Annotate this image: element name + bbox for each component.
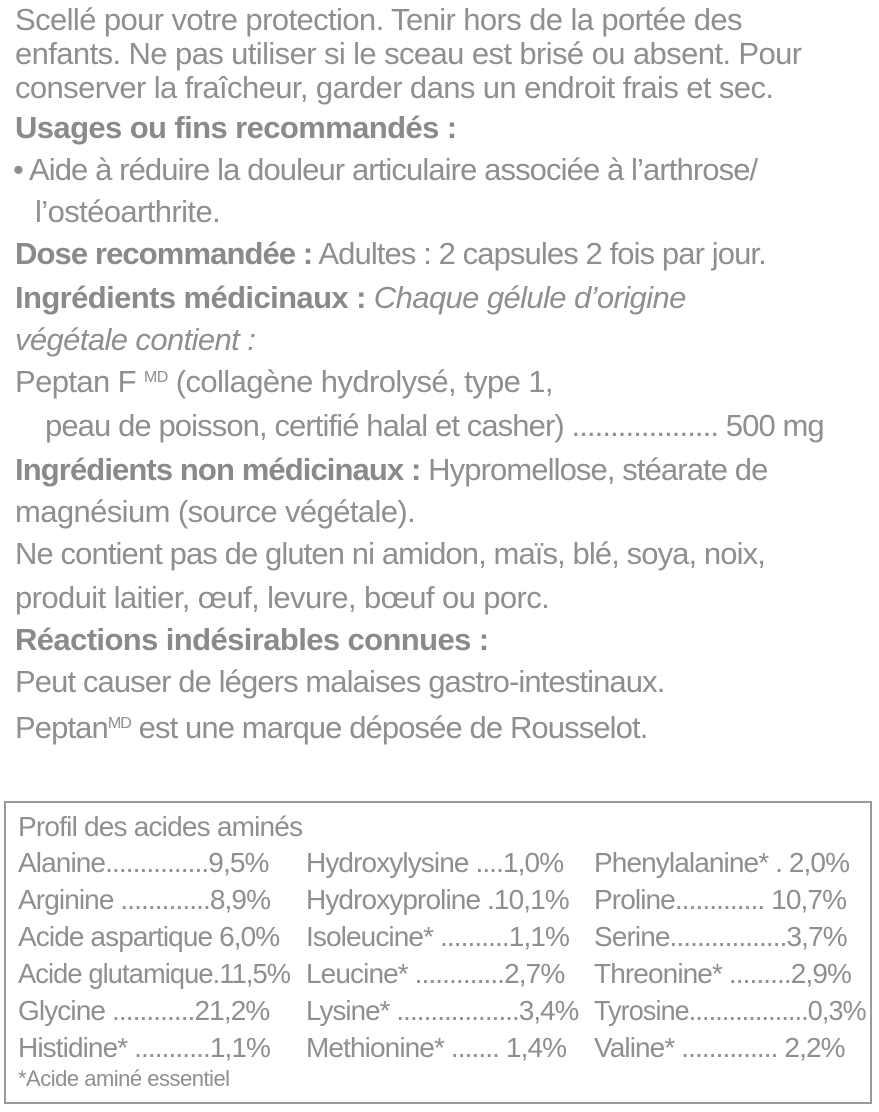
dose-line: Dose recommandée : Adultes : 2 capsules 2 fois par jour.	[15, 236, 766, 271]
seal-text-line-2: enfants. Ne pas utiliser si le sceau est brisé ou absent. Pour	[15, 36, 802, 71]
amino-row: Threonine* .........2,9%	[594, 958, 852, 989]
amino-row: Histidine* ...........1,1%	[18, 1032, 271, 1063]
amino-row: Acide aspartique 6,0%	[18, 921, 280, 952]
amino-row: Arginine .............8,9%	[18, 884, 271, 915]
amino-row: Valine* .............. 2,2%	[594, 1032, 845, 1063]
amino-row: Lysine* ..................3,4%	[306, 995, 579, 1026]
nonmedicinal-line-1: Ingrédients non médicinaux : Hypromellose, stéarate de	[15, 452, 768, 487]
amino-row: Hydroxylysine ....1,0%	[306, 847, 564, 878]
amino-row: Alanine...............9,5%	[18, 847, 269, 878]
uses-item-line-2: l’ostéoarthrite.	[35, 194, 221, 229]
peptan-line-2: peau de poisson, certifié halal et casher) ................... 500 mg	[45, 408, 824, 443]
peptan-line-1: Peptan F $^{MD}$ (collagène hydrolysé, type 1,	[15, 364, 553, 399]
amino-row: Acide glutamique.11,5%	[18, 958, 291, 989]
amino-row: Isoleucine* ..........1,1%	[306, 921, 569, 952]
uses-heading: Usages ou fins recommandés :	[15, 110, 457, 145]
uses-item-line-1: • Aide à réduire la douleur articulaire associée à l’arthrose/	[13, 152, 758, 187]
amino-row: Glycine ............21,2%	[18, 995, 270, 1026]
amino-profile-title: Profil des acides aminés	[18, 811, 303, 842]
reactions-heading: Réactions indésirables connues :	[15, 622, 489, 657]
amino-row: Methionine* ....... 1,4%	[306, 1032, 567, 1063]
essential-amino-note: *Acide aminé essentiel	[18, 1066, 230, 1091]
medicinal-line-2: végétale contient :	[15, 322, 256, 357]
amino-row: Hydroxyproline .10,1%	[306, 884, 569, 915]
trademark-line: Peptan$^{MD}$ est une marque déposée de Rousselot.	[15, 710, 648, 745]
allergen-line-1: Ne contient pas de gluten ni amidon, maïs, blé, soya, noix,	[15, 536, 765, 571]
amino-row: Proline............. 10,7%	[594, 884, 847, 915]
medicinal-line-1: Ingrédients médicinaux : Chaque gélule d’origine	[15, 280, 686, 315]
amino-acid-profile-box	[4, 801, 872, 1104]
seal-text-line-3: conserver la fraîcheur, garder dans un endroit frais et sec.	[15, 70, 774, 105]
allergen-line-2: produit laitier, œuf, levure, bœuf ou porc.	[15, 580, 550, 615]
amino-row: Phenylalanine* . 2,0%	[594, 847, 850, 878]
nonmedicinal-line-2: magnésium (source végétale).	[15, 494, 416, 529]
amino-row: Tyrosine..................0,3%	[594, 995, 866, 1026]
amino-row: Serine.................3,7%	[594, 921, 847, 952]
reactions-text: Peut causer de légers malaises gastro-intestinaux.	[15, 664, 665, 699]
seal-text-line-1: Scellé pour votre protection. Tenir hors de la portée des	[15, 2, 742, 37]
amino-row: Leucine* .............2,7%	[306, 958, 565, 989]
